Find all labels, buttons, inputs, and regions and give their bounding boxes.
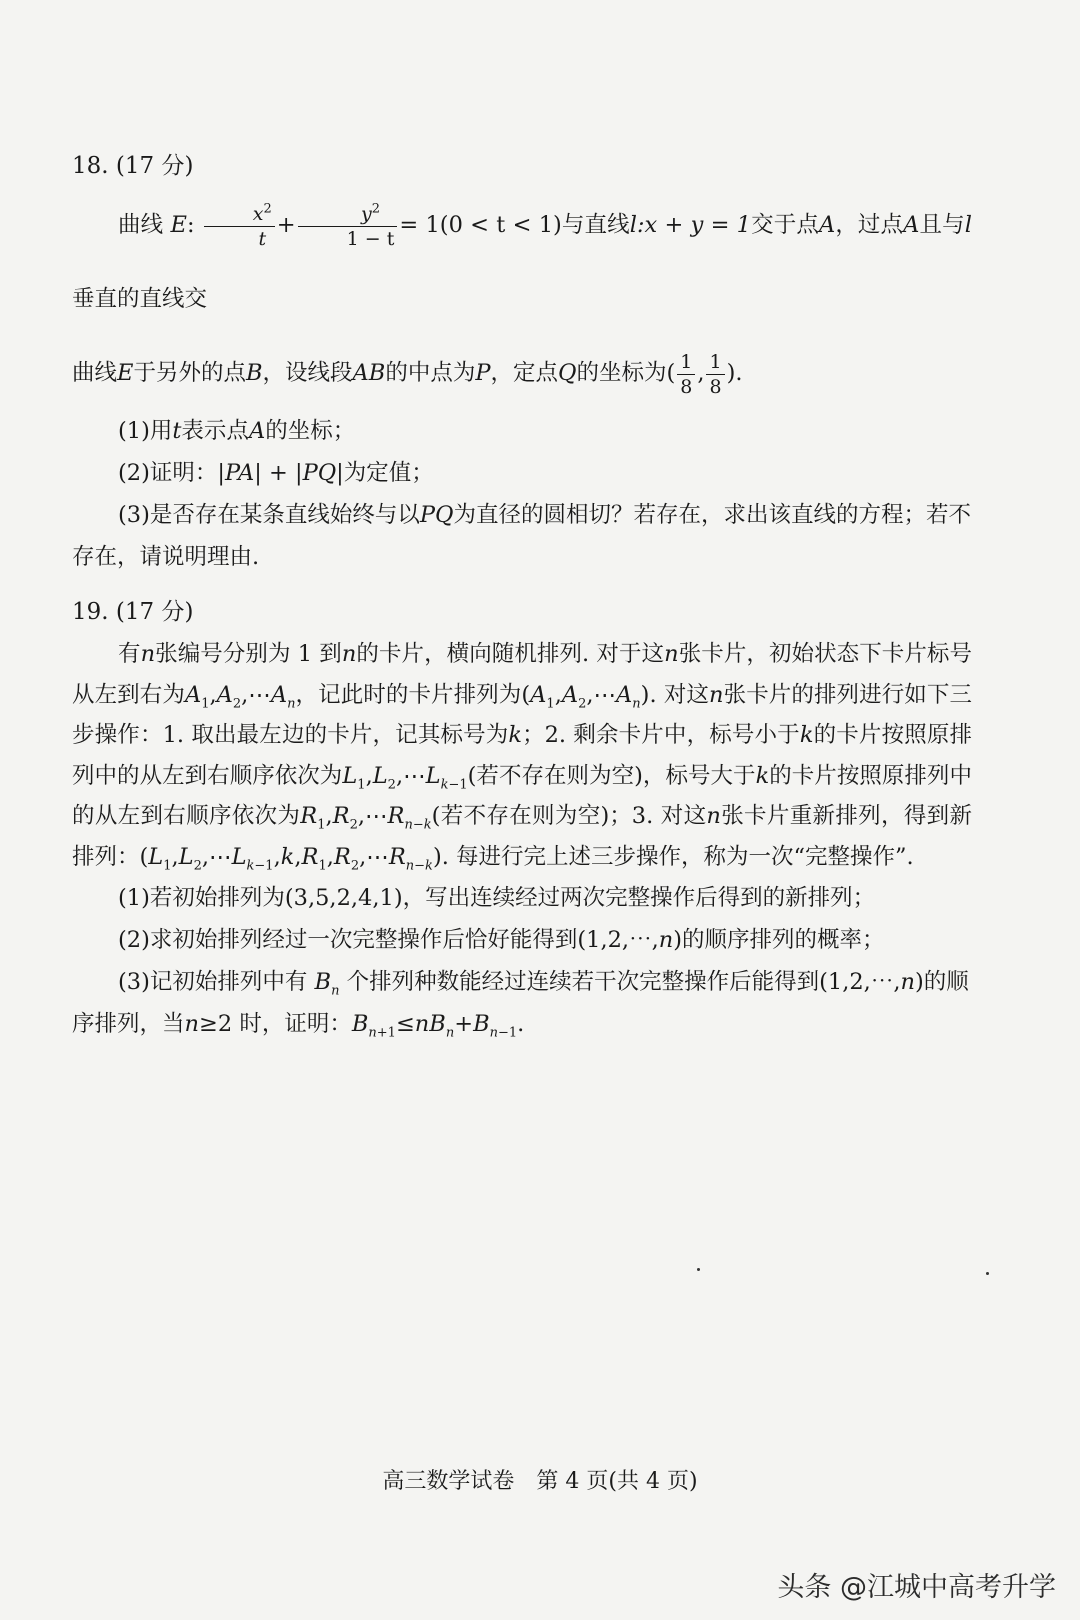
question-19 (72, 596, 972, 1045)
question-19-part-2: (2)求初始排列经过一次完整操作后恰好能得到(1,2,⋯,n)的顺序排列的概率； (118, 927, 885, 953)
fraction-one-eighth: $\frac{1}{8}$ (706, 350, 724, 399)
fraction-x2-over-t: $\frac{x^2}{t}$ (204, 202, 275, 251)
fraction-y2-over-1-minus-t: $\frac{y^2}{1 - t}$ (298, 202, 398, 251)
page-footer: 高三数学试卷 第 4 页(共 4 页) (382, 1469, 698, 1494)
scan-speck (986, 1272, 989, 1275)
question-18-header: 18. (17 分) (72, 153, 194, 179)
fraction-one-eighth: $\frac{1}{8}$ (677, 350, 695, 399)
watermark: 头条 @江城中高考升学 (777, 1572, 1056, 1603)
question-18-part-3: (3)是否存在某条直线始终与以PQ为直径的圆相切？若存在，求出该直线的方程；若不存在，请说明理由. (72, 502, 971, 570)
question-19-part-3: (3)记初始排列中有 $B_n$ 个排列种数能经过连续若干次完整操作后能得到(1,2,⋯,n)的顺序排列，当n≥2 时，证明：$B_{n+1}\le nB_n+B_{n-1}$. (72, 969, 969, 1041)
question-18 (72, 150, 972, 578)
question-18-stem: 曲线 E: $\frac{x^2}{t}$ + $\frac{y^2}{1 - t}$ = 1(0 < t < 1)与直线l:x + y = 1交于点A，过点A且与l垂直的直线交 (72, 201, 972, 312)
question-19-part-1: (1)若初始排列为(3,5,2,4,1)，写出连续经过两次完整操作后得到的新排列； (118, 885, 876, 911)
question-18-part-1: (1)用t表示点A的坐标； (118, 418, 356, 444)
question-18-stem-line2: 曲线E于另外的点B，设线段AB的中点为P，定点Q的坐标为( $\frac{1}{8}$ , $\frac{1}{8}$ ). (72, 350, 743, 398)
question-18-part-2: (2)证明：|PA| + |PQ|为定值； (118, 460, 434, 486)
question-19-stem: 有n张编号分别为 1 到n的卡片，横向随机排列. 对于这n张卡片，初始状态下卡片标号从左到右为$A_1,A_2,\cdots A_n$，记此时的卡片排列为$(A_1,A_2,\cdots A_n)$. 对这n张卡片的排列进行如下三步操作：1. 取出最左边的卡片，记其标号为k；2. 剩余卡片中，标号小于k的卡片按照原排列中的从左到右顺序依次为$L_1,L_2,\cdots L_{k-1}$(若不存在则为空)，标号大于k的卡片按照原排列中的从左到右顺序依次为$R_1,R_2,\cdots R_{n-k}$(若不存在则为空)；3. 对这n张卡片重新排列，得到新排列：$(L_1,L_2,\cdots L_{k-1},k,R_1,R_2,\cdots R_{n-k})$. 每进行完上述三步操作，称为一次“完整操作”. (72, 641, 972, 873)
scan-speck (697, 1268, 700, 1271)
question-19-header: 19. (17 分) (72, 599, 194, 625)
